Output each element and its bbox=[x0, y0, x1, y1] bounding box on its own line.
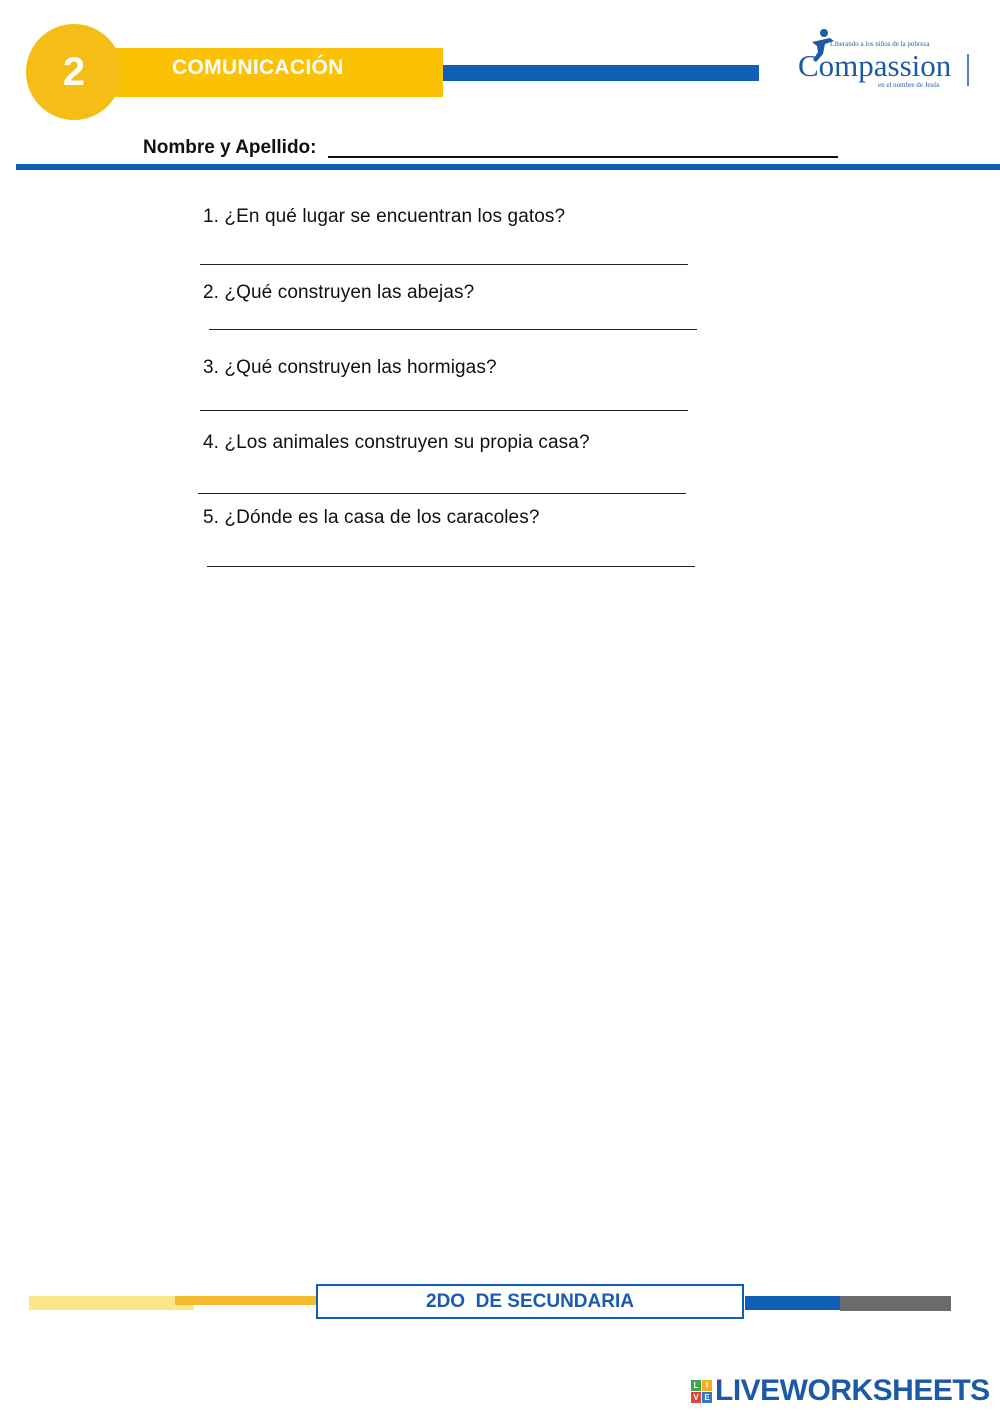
unit-number-badge bbox=[26, 24, 122, 120]
footer-band-blue bbox=[745, 1296, 841, 1310]
question-4: 4. ¿Los animales construyen su propia casa? bbox=[203, 432, 590, 453]
header-rule bbox=[16, 164, 1000, 170]
subject-title: COMUNICACIÓN bbox=[172, 56, 344, 79]
liveworksheets-text: LIVEWORKSHEETS bbox=[715, 1374, 990, 1407]
header-blue-band bbox=[443, 65, 759, 81]
question-5: 5. ¿Dónde es la casa de los caracoles? bbox=[203, 507, 540, 528]
name-label: Nombre y Apellido: bbox=[143, 137, 317, 158]
answer-line-1[interactable] bbox=[200, 264, 688, 265]
logo-tagline-top: Liberando a los niños de la pobreza bbox=[830, 40, 930, 48]
grade-label: 2DO DE SECUNDARIA bbox=[426, 1290, 634, 1312]
answer-line-4[interactable] bbox=[198, 493, 686, 494]
footer-band-gray bbox=[840, 1296, 951, 1311]
grade-label-box bbox=[316, 1284, 744, 1319]
liveworksheets-logo-icon: L I V E bbox=[691, 1380, 712, 1403]
logo-tagline-bottom: en el nombre de Jesús bbox=[878, 81, 940, 89]
compassion-logo bbox=[790, 24, 976, 94]
question-1: 1. ¿En qué lugar se encuentran los gatos? bbox=[203, 206, 566, 227]
answer-line-5[interactable] bbox=[207, 566, 695, 567]
unit-number: 2 bbox=[62, 49, 86, 94]
footer-band-yellow bbox=[175, 1296, 320, 1305]
question-3: 3. ¿Qué construyen las hormigas? bbox=[203, 357, 497, 378]
answer-line-3[interactable] bbox=[200, 410, 688, 411]
liveworksheets-watermark bbox=[691, 1374, 990, 1408]
answer-line-2[interactable] bbox=[209, 329, 697, 330]
question-2: 2. ¿Qué construyen las abejas? bbox=[203, 282, 475, 303]
name-input-line[interactable] bbox=[328, 156, 838, 158]
logo-brand: Compassion bbox=[798, 48, 952, 83]
footer-band-light-yellow bbox=[29, 1296, 194, 1310]
